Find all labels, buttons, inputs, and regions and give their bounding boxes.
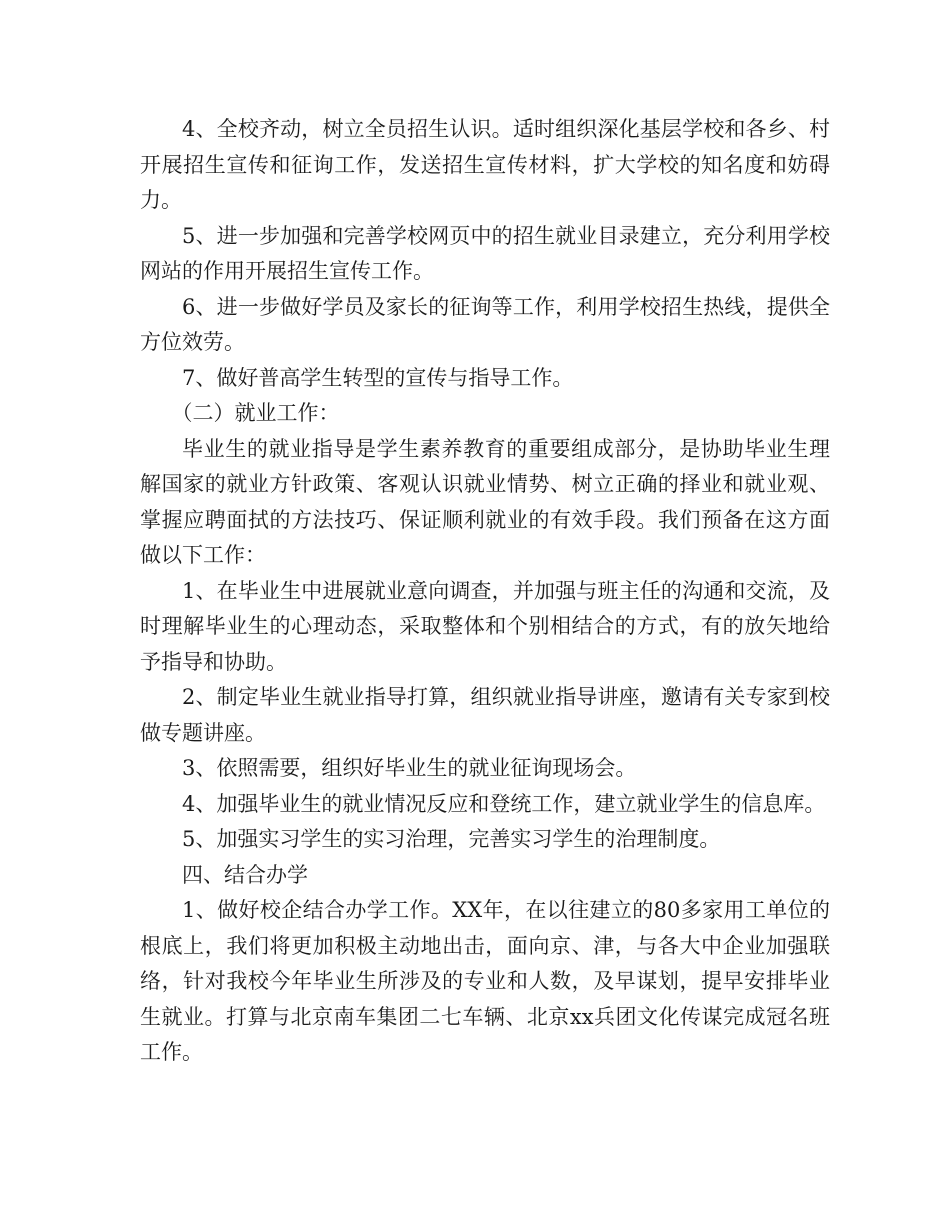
paragraph-joint-schooling-item-1: 1、做好校企结合办学工作。XX年，在以往建立的80多家用工单位的根底上，我们将更加积极主动地出击，面向京、津，与各大中企业加强联络，针对我校今年毕业生所涉及的专业和人数，及早谋划，提早安排毕业生就业。打算与北京南车集团二七车辆、北京xx兵团文化传谋完成冠名班工作。 (140, 898, 830, 1064)
section-heading-joint-schooling: 四、结合办学 (182, 862, 308, 887)
section-heading-employment: （二）就业工作： (171, 401, 340, 425)
document-page (140, 112, 830, 1071)
paragraph-recruitment-item-5: 5、进一步加强和完善学校网页中的招生就业目录建立，充分利用学校网站的作用开展招生宣传工作。 (140, 223, 830, 283)
paragraph-employment-item-3: 3、依照需要，组织好毕业生的就业征询现场会。 (182, 756, 637, 780)
paragraph-recruitment-item-6: 6、进一步做好学员及家长的征询等工作，利用学校招生热线，提供全方位效劳。 (140, 294, 830, 354)
paragraph-employment-item-1: 1、在毕业生中进展就业意向调查，并加强与班主任的沟通和交流，及时理解毕业生的心理动态，采取整体和个别相结合的方式，有的放矢地给予指导和协助。 (140, 578, 830, 674)
paragraph-recruitment-item-7: 7、做好普高学生转型的宣传与指导工作。 (182, 365, 574, 390)
paragraph-employment-item-5: 5、加强实习学生的实习治理，完善实习学生的治理制度。 (182, 827, 721, 851)
paragraph-recruitment-item-4: 4、全校齐动，树立全员招生认识。适时组织深化基层学校和各乡、村开展招生宣传和征询工作，发送招生宣传材料，扩大学校的知名度和妨碍力。 (140, 117, 830, 212)
paragraph-employment-item-4: 4、加强毕业生的就业情况反应和登统工作，建立就业学生的信息库。 (182, 791, 826, 816)
paragraph-employment-item-2: 2、制定毕业生就业指导打算，组织就业指导讲座，邀请有关专家到校做专题讲座。 (140, 685, 830, 745)
paragraph-employment-intro: 毕业生的就业指导是学生素养教育的重要组成部分，是协助毕业生理解国家的就业方针政策、客观认识就业情势、树立正确的择业和就业观、掌握应聘面拭的方法技巧、保证顺利就业的有效手段。我们预备在这方面做以下工作： (140, 436, 830, 567)
